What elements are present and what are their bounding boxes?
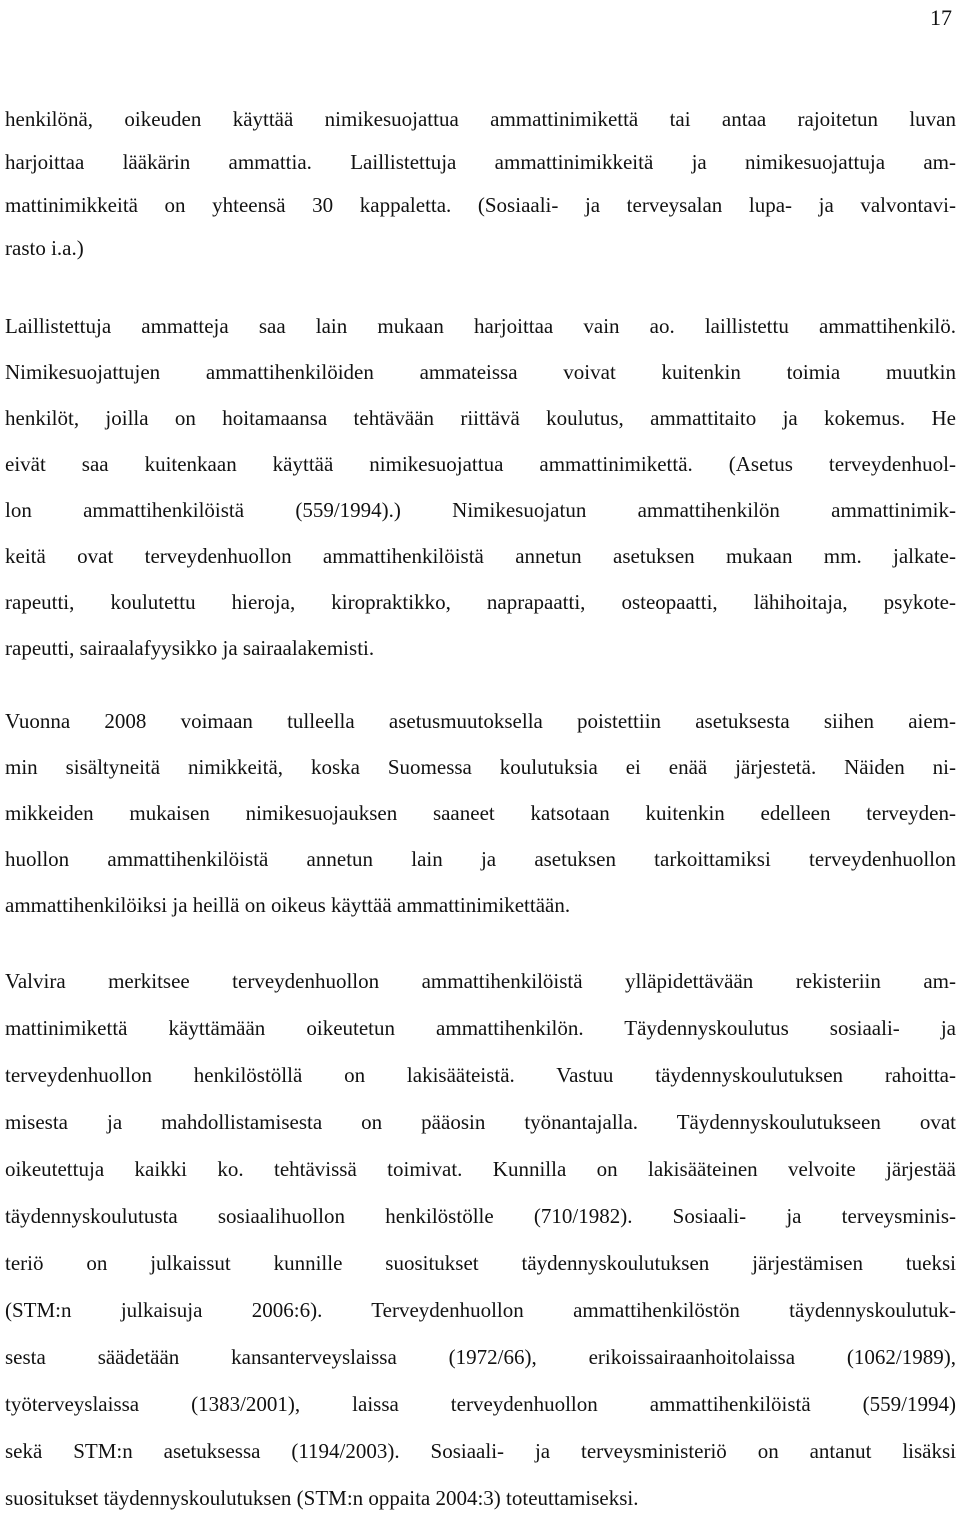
text-line: teriö on julkaissut kunnille suositukset täydennyskoulutuksen järjestämisen tueksi bbox=[5, 1251, 956, 1275]
text-line: työterveyslaissa (1383/2001), laissa terveydenhuollon ammattihenkilöistä (559/1994) bbox=[5, 1392, 956, 1416]
paragraph-4 bbox=[5, 958, 956, 1522]
text-line: rapeutti, koulutettu hieroja, kiropraktikko, naprapaatti, osteopaatti, lähihoitaja, psykote- bbox=[5, 590, 956, 614]
text-line: rasto i.a.) bbox=[5, 236, 84, 260]
text-line: misesta ja mahdollistamisesta on pääosin työnantajalla. Täydennyskoulutukseen ovat bbox=[5, 1110, 956, 1134]
text-line: (STM:n julkaisuja 2006:6). Terveydenhuollon ammattihenkilöstön täydennyskoulutuk- bbox=[5, 1298, 956, 1322]
text-line: Laillistettuja ammatteja saa lain mukaan harjoittaa vain ao. laillistettu ammattihenkilö. bbox=[5, 314, 956, 338]
text-line: harjoittaa lääkärin ammattia. Laillistettuja ammattinimikkeitä ja nimikesuojattuja am- bbox=[5, 150, 956, 174]
paragraph-3 bbox=[5, 698, 956, 928]
paragraph-2 bbox=[5, 303, 956, 671]
text-line: täydennyskoulutusta sosiaalihuollon henkilöstölle (710/1982). Sosiaali- ja terveysminis- bbox=[5, 1204, 956, 1228]
text-line: henkilöt, joilla on hoitamaansa tehtävään riittävä koulutus, ammattitaito ja kokemus. He bbox=[5, 406, 956, 430]
text-line: suositukset täydennyskoulutuksen (STM:n oppaita 2004:3) toteuttamiseksi. bbox=[5, 1486, 639, 1510]
text-line: Nimikesuojattujen ammattihenkilöiden ammateissa voivat kuitenkin toimia muutkin bbox=[5, 360, 956, 384]
text-line: huollon ammattihenkilöistä annetun lain ja asetuksen tarkoittamiksi terveydenhuollon bbox=[5, 847, 956, 871]
text-line: mikkeiden mukaisen nimikesuojauksen saaneet katsotaan kuitenkin edelleen terveyden- bbox=[5, 801, 956, 825]
text-line: mattinimikkeitä on yhteensä 30 kappaletta. (Sosiaali- ja terveysalan lupa- ja valvontavi- bbox=[5, 193, 956, 217]
text-line: rapeutti, sairaalafyysikko ja sairaalakemisti. bbox=[5, 636, 375, 660]
text-line: min sisältyneitä nimikkeitä, koska Suomessa koulutuksia ei enää järjestetä. Näiden ni- bbox=[5, 755, 956, 779]
text-line: ammattihenkilöiksi ja heillä on oikeus käyttää ammattinimikettään. bbox=[5, 893, 571, 917]
text-line: henkilönä, oikeuden käyttää nimikesuojattua ammattinimikettä tai antaa rajoitetun luvan bbox=[5, 107, 956, 131]
text-line: keitä ovat terveydenhuollon ammattihenkilöistä annetun asetuksen mukaan mm. jalkate- bbox=[5, 544, 956, 568]
text-line: sekä STM:n asetuksessa (1194/2003). Sosiaali- ja terveysministeriö on antanut lisäksi bbox=[5, 1439, 956, 1463]
text-line: terveydenhuollon henkilöstöllä on lakisääteistä. Vastuu täydennyskoulutuksen rahoitta- bbox=[5, 1063, 956, 1087]
text-line: lon ammattihenkilöistä (559/1994).) Nimikesuojatun ammattihenkilön ammattinimik- bbox=[5, 498, 956, 522]
page-number: 17 bbox=[930, 5, 952, 30]
text-line: oikeutettuja kaikki ko. tehtävissä toimivat. Kunnilla on lakisääteinen velvoite järjestää bbox=[5, 1157, 956, 1181]
paragraph-1 bbox=[5, 98, 956, 270]
text-line: Vuonna 2008 voimaan tulleella asetusmuutoksella poistettiin asetuksesta siihen aiem- bbox=[5, 709, 956, 733]
text-line: eivät saa kuitenkaan käyttää nimikesuojattua ammattinimikettä. (Asetus terveydenhuol- bbox=[5, 452, 956, 476]
text-line: sesta säädetään kansanterveyslaissa (1972/66), erikoissairaanhoitolaissa (1062/1989), bbox=[5, 1345, 956, 1369]
text-line: Valvira merkitsee terveydenhuollon ammattihenkilöistä ylläpidettävään rekisteriin am- bbox=[5, 969, 956, 993]
text-line: mattinimikettä käyttämään oikeutetun ammattihenkilön. Täydennyskoulutus sosiaali- ja bbox=[5, 1016, 956, 1040]
